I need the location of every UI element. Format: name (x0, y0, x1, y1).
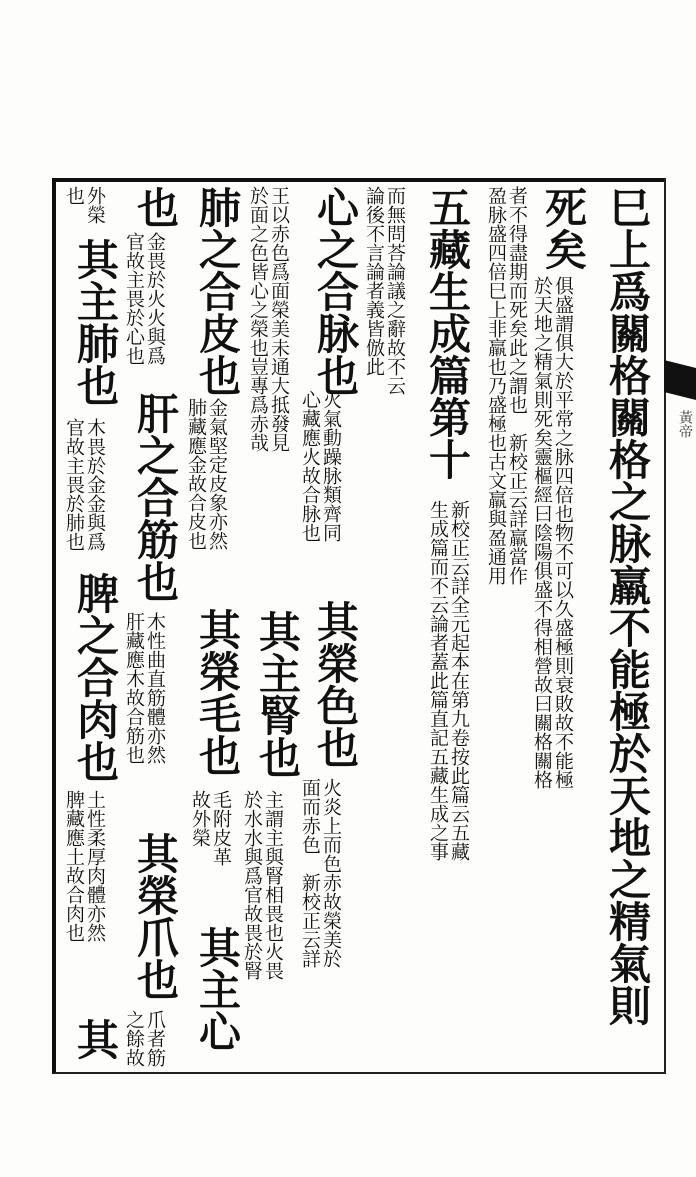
note-line: 盈脉盛四倍巳上非羸也乃盛極也古文羸與盈通用 (485, 186, 507, 585)
text-column-9-main-2: 肝之合筋也 (131, 392, 180, 602)
note-line: 生成篇而不云論者蓋此篇直記五藏生成之事 (427, 500, 449, 861)
column-7-note-2 (242, 790, 282, 980)
column-6-note-1 (300, 390, 340, 542)
column-8-note-1 (186, 398, 226, 550)
text-column-8-main-2: 其榮毛也 (193, 608, 242, 776)
column-10-note-2 (64, 418, 104, 551)
note-line: 木畏於金金與爲 (84, 418, 106, 551)
center-fold-line (664, 178, 666, 1074)
column-10-note-3 (64, 790, 104, 942)
text-column-10-main-3: 其 (71, 1018, 120, 1060)
note-line: 毛附皮革 (210, 790, 232, 866)
note-line: 於面之色皆心之榮也豈專爲赤哉 (247, 186, 269, 452)
note-line: 主謂主與腎相畏也火畏 (262, 790, 284, 980)
note-line: 也 (63, 186, 85, 205)
column-9-note-1 (124, 232, 164, 365)
note-line: 爪者筋 (144, 1010, 166, 1067)
note-line: 王以赤色爲面榮美未通大抵發見 (268, 186, 290, 452)
note-line: 新校正云詳全元起本在第九卷按此篇云五藏 (448, 500, 470, 861)
note-line: 於水水與爲官故畏於腎 (241, 790, 263, 980)
edge-text: 黃帝 (677, 410, 693, 438)
text-column-10-main-2: 脾之合肉也 (71, 572, 120, 782)
note-line: 論後不言論者義皆倣此 (363, 186, 385, 376)
text-column-10-main: 其主肺也 (71, 238, 120, 406)
text-column-7-note (248, 186, 288, 452)
note-line: 面而赤色 新校正云詳 (299, 778, 321, 968)
column-4-note (428, 500, 468, 861)
note-line: 金氣堅定皮象亦然 (206, 398, 228, 550)
column-10-note-1 (64, 186, 104, 224)
text-column-8-main: 肺之合皮也 (193, 186, 242, 396)
column-8-note-2 (190, 790, 230, 866)
column-6-note-2 (300, 778, 340, 968)
note-line: 土性柔厚肉體亦然 (84, 790, 106, 942)
text-column-9-main: 也 (131, 186, 180, 228)
note-line: 金畏於火火與爲 (144, 232, 166, 365)
note-line: 火炎上而色赤故榮美於 (320, 778, 342, 968)
note-line: 肝藏應木故合筋也 (123, 612, 145, 764)
note-line: 官故主畏於肺也 (63, 418, 85, 551)
column-2-note (532, 276, 572, 789)
text-column-9-main-3: 其榮爪也 (131, 832, 180, 1000)
note-line: 脾藏應土故合肉也 (63, 790, 85, 942)
note-line: 而無問荅論議之辭故不云 (384, 186, 406, 395)
fishtail-mark (664, 360, 696, 400)
note-line: 外榮 (84, 186, 106, 224)
note-line: 之餘故 (123, 1010, 145, 1067)
column-9-note-3 (124, 1010, 164, 1067)
text-column-3 (486, 186, 526, 585)
text-column-5 (364, 186, 404, 395)
note-line: 官故主畏於心也 (123, 232, 145, 365)
note-line: 肺藏應金故合皮也 (185, 398, 207, 550)
note-line: 俱盛謂俱大於平常之脉四倍也物不可以久盛極則衰敗故不能極 (552, 276, 574, 789)
text-column-2 (539, 186, 588, 270)
column-9-note-2 (124, 612, 164, 764)
note-line: 故外榮 (189, 790, 211, 847)
text-column-1: 巳上爲關格關格之脉羸不能極於天地之精氣則 (603, 186, 652, 1026)
note-line: 者不得盡期而死矣此之謂也 新校正云詳羸當作 (506, 186, 528, 585)
note-line: 木性曲直筋體亦然 (144, 612, 166, 764)
text-column-6-main-2: 其榮色也 (311, 600, 360, 768)
note-line: 火氣動躁脉類齊同 (320, 390, 342, 542)
text-column-7-main: 其主腎也 (253, 610, 302, 778)
text-column-6-main: 心之合脉也 (311, 186, 360, 396)
note-line: 於天地之精氣則死矣靈樞經曰陰陽俱盛不得相營故曰關格關格 (531, 276, 553, 789)
note-line: 心藏應火故合脉也 (299, 390, 321, 542)
chapter-heading: 五藏生成篇第十 (423, 186, 472, 480)
text-column-8-main-3: 其主心 (193, 926, 242, 1052)
column-2-main: 死矣 (539, 186, 588, 270)
